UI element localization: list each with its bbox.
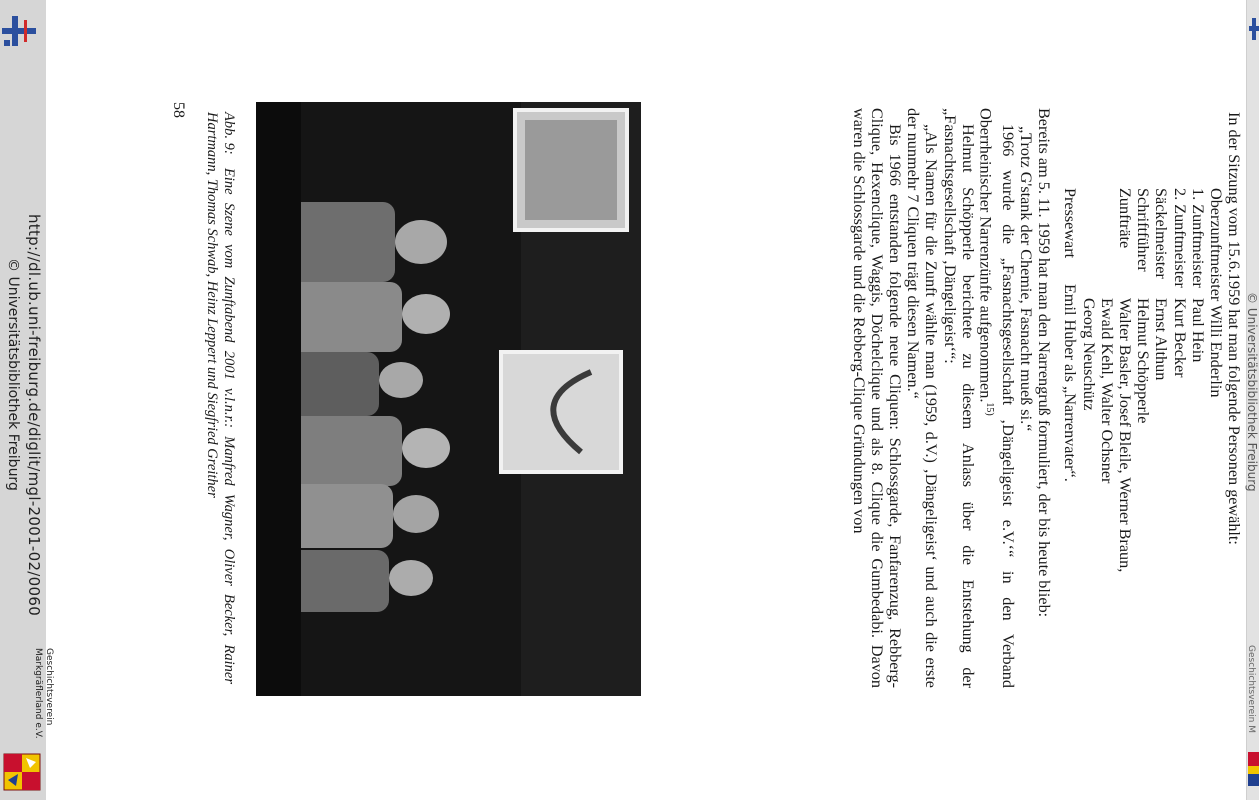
- officer-name: Georg Neuschütz: [1079, 298, 1098, 411]
- officer-role: Säckelmeister: [1152, 188, 1171, 279]
- intro-paragraph: [1225, 112, 1243, 684]
- officer-name: Ewald Kehl, Walter Ochsner: [1097, 298, 1116, 484]
- officer-row: [1170, 108, 1188, 708]
- paragraph-schoepperle: Helmut Schöpperle berichtete zu diesem Anlass über die Entstehung der „Fasnachtsgesellschaft ‚Dängeligeist‘“:: [940, 108, 977, 688]
- officer-row: [1207, 108, 1225, 708]
- photograph-zunftabend: [256, 102, 641, 696]
- paragraph-verband: [977, 108, 1017, 688]
- society-line-2: Markgräflerland e.V.: [33, 648, 43, 739]
- paragraph-quote: „Trotz G'stank der Chemie, Fasnacht mueß si.“: [1016, 126, 1035, 432]
- officer-name: Walter Basler, Josef Bleile, Werner Braun,: [1115, 298, 1134, 573]
- paragraph-namen: „Als Namen für die Zunft wählte man (1959, d.V.) ‚Dängeligeist‘ und auch die erste der nunmehr 7 Cliquen trägt diesen Namen.“: [904, 108, 941, 688]
- society-line-1: Geschichtsverein: [44, 648, 54, 726]
- paragraph-narrengruss: Bereits am 5. 11. 1959 hat man den Narrengruß formuliert, der bis heute blieb:: [1035, 108, 1053, 618]
- officer-row: [1152, 108, 1170, 708]
- officer-row: [1079, 108, 1097, 708]
- officer-name: Oberzunftmeister Willi Enderlin: [1207, 188, 1225, 398]
- officer-row: [1061, 108, 1079, 708]
- main-text: [849, 108, 1053, 688]
- paragraph-cliquen: Bis 1966 entstanden folgende neue Cliquen: Schlossgarde, Fanfarenzug, Rebberg-Clique, Hexenclique, Waggis, Döchelclique und als 8. Clique die Gumbedabi. Davon waren die Schlossgarde und die Rebberg-Clique Gründungen von: [849, 108, 904, 688]
- officer-name: Paul Hein: [1188, 298, 1207, 363]
- officer-list: [1061, 108, 1225, 708]
- officer-role: 1. Zunftmeister: [1188, 188, 1207, 288]
- page-number: 58: [170, 102, 187, 118]
- officer-name: Helmut Schöpperle: [1134, 298, 1153, 424]
- officer-row: [1189, 108, 1207, 708]
- footnote-reference: 15): [984, 402, 996, 416]
- officer-name: Kurt Becker: [1170, 298, 1189, 378]
- paragraph-verband-text: 1966 wurde die „Fasnachtsgesellschaft ‚Dängeligeist e.V.‘“ in den Verband Oberrheinischer Narrenzünfte aufgenommen.: [977, 108, 1017, 688]
- photo-caption: [203, 112, 237, 684]
- caption-text: Eine Szene vom Zunftabend 2001 v.l.n.r.: Manfred Wagner, Oliver Becker, Rainer Hartmann, Thomas Schwab, Heinz Leppert und Siegfried Greither: [204, 112, 237, 684]
- copyright-notice: © Universitätsbibliothek Freiburg: [5, 258, 21, 491]
- caption-label: Abb. 9:: [221, 112, 237, 155]
- officer-name: Emil Huber als „Narrenvater“.: [1061, 284, 1080, 482]
- officer-role: Schriftführer: [1134, 188, 1153, 272]
- intro-text: In der Sitzung vom 15.6.1959 hat man folgende Personen gewählt:: [1225, 112, 1243, 545]
- officer-name: Ernst Althun: [1152, 298, 1171, 381]
- top-cut-copyright: © Universitätsbibliothek Freiburg: [1245, 292, 1259, 492]
- officer-row: [1116, 108, 1134, 708]
- officer-role: Zunfträte: [1115, 188, 1134, 249]
- officer-row: [1134, 108, 1152, 708]
- officer-row: [1098, 108, 1116, 708]
- society-name: [32, 648, 54, 788]
- source-url-link[interactable]: http://dl.ub.uni-freiburg.de/diglit/mgl-2001-02/0060: [25, 214, 43, 617]
- officer-role: Pressewart: [1061, 188, 1080, 259]
- officer-role: 2. Zunftmeister: [1170, 188, 1189, 288]
- right-cut-society: Geschichtsverein M: [1246, 645, 1256, 733]
